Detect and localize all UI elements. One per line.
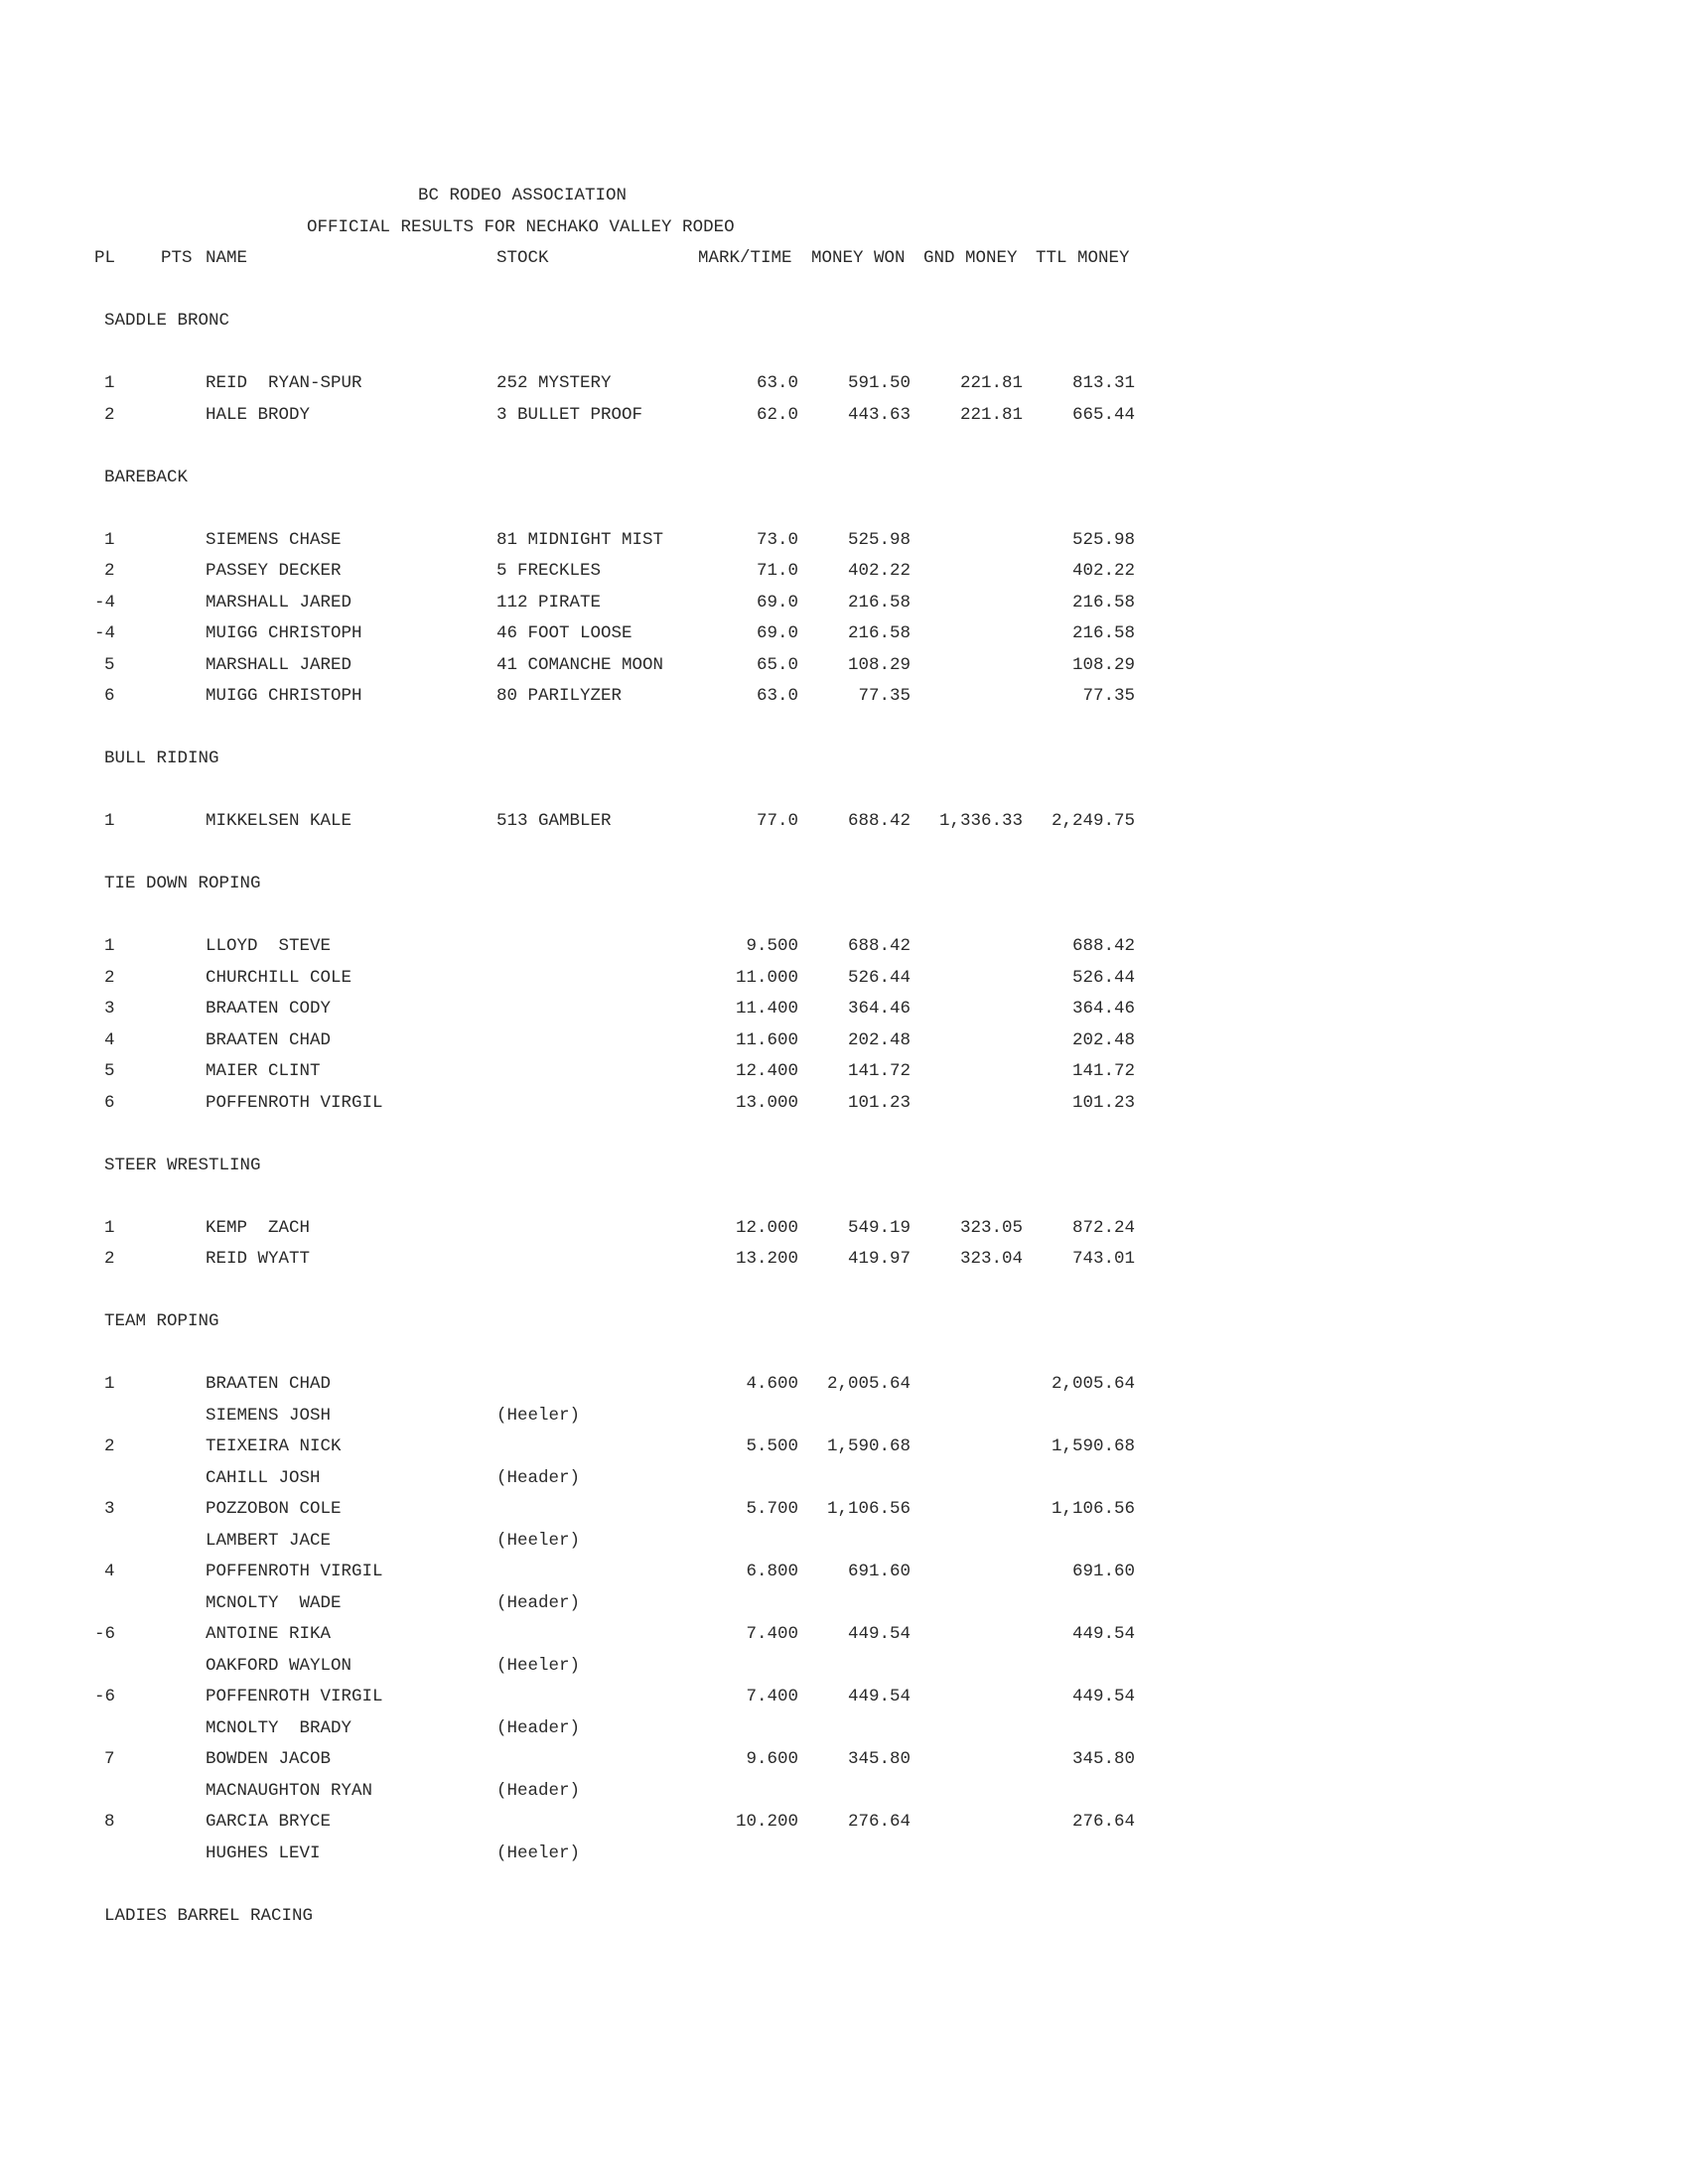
- col-pl-header: PL: [94, 248, 116, 268]
- stock-name: 41 COMANCHE MOON: [496, 654, 664, 675]
- total-money: 688.42: [1071, 936, 1135, 956]
- placing: 1: [104, 1374, 115, 1394]
- total-money: 525.98: [1071, 529, 1135, 550]
- stock-name: (Header): [496, 1717, 581, 1738]
- money-won: 77.35: [858, 686, 911, 706]
- association-title: BC RODEO ASSOCIATION: [418, 186, 628, 205]
- placing: 2: [104, 1249, 115, 1269]
- placing: -6: [94, 1687, 116, 1706]
- money-won: 419.97: [847, 1249, 911, 1269]
- total-money: 141.72: [1071, 1061, 1135, 1081]
- event-title: SADDLE BRONC: [104, 311, 230, 331]
- event-title: STEER WRESTLING: [104, 1155, 261, 1175]
- mark-time: 9.500: [746, 936, 798, 956]
- contestant-name: GARCIA BRYCE: [206, 1812, 332, 1832]
- stock-name: 81 MIDNIGHT MIST: [496, 529, 664, 550]
- total-money: 1,106.56: [1051, 1499, 1135, 1519]
- contestant-name: BOWDEN JACOB: [206, 1749, 332, 1769]
- total-money: 665.44: [1071, 404, 1135, 425]
- total-money: 216.58: [1071, 592, 1135, 613]
- col-ttl-header: TTL MONEY: [1036, 248, 1130, 268]
- stock-name: 112 PIRATE: [496, 592, 602, 613]
- money-won: 525.98: [847, 529, 911, 550]
- contestant-name: MUIGG CHRISTOPH: [206, 623, 362, 643]
- contestant-name: MAIER CLINT: [206, 1061, 321, 1081]
- contestant-name: HUGHES LEVI: [206, 1843, 321, 1863]
- contestant-name: SIEMENS JOSH: [206, 1405, 332, 1426]
- contestant-name: POZZOBON COLE: [206, 1499, 342, 1519]
- placing: 2: [104, 404, 115, 425]
- mark-time: 11.000: [735, 967, 798, 988]
- mark-time: 5.500: [746, 1436, 798, 1456]
- total-money: 2,005.64: [1051, 1374, 1135, 1394]
- stock-name: (Heeler): [496, 1655, 581, 1676]
- contestant-name: MUIGG CHRISTOPH: [206, 686, 362, 706]
- contestant-name: MARSHALL JARED: [206, 654, 352, 675]
- total-money: 449.54: [1071, 1687, 1135, 1706]
- contestant-name: KEMP ZACH: [206, 1217, 311, 1238]
- mark-time: 11.400: [735, 999, 798, 1019]
- event-title: TIE DOWN ROPING: [104, 874, 261, 893]
- mark-time: 10.200: [735, 1812, 798, 1832]
- total-money: 345.80: [1071, 1749, 1135, 1769]
- contestant-name: MCNOLTY WADE: [206, 1592, 342, 1613]
- mark-time: 7.400: [746, 1687, 798, 1706]
- results-subtitle: OFFICIAL RESULTS FOR NECHAKO VALLEY RODEO: [307, 217, 735, 237]
- money-won: 1,590.68: [826, 1436, 911, 1456]
- placing: 5: [104, 1061, 115, 1081]
- money-won: 216.58: [847, 623, 911, 643]
- placing: -6: [94, 1624, 116, 1644]
- placing: 1: [104, 373, 115, 393]
- mark-time: 62.0: [756, 404, 798, 425]
- contestant-name: PASSEY DECKER: [206, 561, 342, 581]
- total-money: 2,249.75: [1051, 811, 1135, 831]
- stock-name: 513 GAMBLER: [496, 811, 612, 831]
- placing: 3: [104, 1499, 115, 1519]
- placing: 2: [104, 1436, 115, 1456]
- stock-name: 252 MYSTERY: [496, 373, 612, 393]
- mark-time: 12.000: [735, 1217, 798, 1238]
- placing: -4: [94, 623, 116, 643]
- money-won: 449.54: [847, 1687, 911, 1706]
- col-mark-header: MARK/TIME: [698, 248, 792, 268]
- col-stock-header: STOCK: [496, 248, 549, 268]
- event-title: BULL RIDING: [104, 749, 219, 768]
- money-won: 108.29: [847, 654, 911, 675]
- placing: 8: [104, 1812, 115, 1832]
- money-won: 1,106.56: [826, 1499, 911, 1519]
- money-won: 216.58: [847, 592, 911, 613]
- mark-time: 63.0: [756, 373, 798, 393]
- money-won: 364.46: [847, 999, 911, 1019]
- mark-time: 11.600: [735, 1029, 798, 1050]
- placing: 4: [104, 1562, 115, 1581]
- total-money: 526.44: [1071, 967, 1135, 988]
- total-money: 216.58: [1071, 623, 1135, 643]
- money-won: 688.42: [847, 936, 911, 956]
- placing: 2: [104, 967, 115, 988]
- money-won: 591.50: [847, 373, 911, 393]
- contestant-name: HALE BRODY: [206, 404, 311, 425]
- contestant-name: POFFENROTH VIRGIL: [206, 1687, 383, 1706]
- total-money: 101.23: [1071, 1092, 1135, 1113]
- mark-time: 7.400: [746, 1624, 798, 1644]
- event-title: LADIES BARREL RACING: [104, 1905, 314, 1926]
- total-money: 108.29: [1071, 654, 1135, 675]
- contestant-name: CAHILL JOSH: [206, 1467, 321, 1488]
- event-title: TEAM ROPING: [104, 1311, 219, 1331]
- ground-money: 221.81: [959, 373, 1023, 393]
- contestant-name: LAMBERT JACE: [206, 1530, 332, 1551]
- mark-time: 65.0: [756, 654, 798, 675]
- money-won: 202.48: [847, 1029, 911, 1050]
- mark-time: 63.0: [756, 686, 798, 706]
- total-money: 691.60: [1071, 1562, 1135, 1581]
- ground-money: 323.05: [959, 1217, 1023, 1238]
- ground-money: 323.04: [959, 1249, 1023, 1269]
- stock-name: (Header): [496, 1467, 581, 1488]
- stock-name: 3 BULLET PROOF: [496, 404, 643, 425]
- contestant-name: LLOYD STEVE: [206, 936, 332, 956]
- total-money: 1,590.68: [1051, 1436, 1135, 1456]
- placing: 1: [104, 529, 115, 550]
- contestant-name: MIKKELSEN KALE: [206, 811, 352, 831]
- mark-time: 12.400: [735, 1061, 798, 1081]
- contestant-name: OAKFORD WAYLON: [206, 1655, 352, 1676]
- money-won: 526.44: [847, 967, 911, 988]
- placing: 6: [104, 686, 115, 706]
- total-money: 276.64: [1071, 1812, 1135, 1832]
- mark-time: 13.200: [735, 1249, 798, 1269]
- money-won: 443.63: [847, 404, 911, 425]
- mark-time: 4.600: [746, 1374, 798, 1394]
- mark-time: 13.000: [735, 1092, 798, 1113]
- mark-time: 69.0: [756, 623, 798, 643]
- stock-name: (Header): [496, 1780, 581, 1801]
- contestant-name: REID RYAN-SPUR: [206, 373, 362, 393]
- money-won: 276.64: [847, 1812, 911, 1832]
- col-gnd-header: GND MONEY: [923, 248, 1018, 268]
- contestant-name: POFFENROTH VIRGIL: [206, 1562, 383, 1581]
- mark-time: 77.0: [756, 811, 798, 831]
- money-won: 691.60: [847, 1562, 911, 1581]
- total-money: 202.48: [1071, 1029, 1135, 1050]
- mark-time: 71.0: [756, 561, 798, 581]
- money-won: 449.54: [847, 1624, 911, 1644]
- contestant-name: ANTOINE RIKA: [206, 1624, 332, 1644]
- total-money: 813.31: [1071, 373, 1135, 393]
- placing: 1: [104, 1217, 115, 1238]
- money-won: 402.22: [847, 561, 911, 581]
- contestant-name: BRAATEN CODY: [206, 999, 332, 1019]
- mark-time: 9.600: [746, 1749, 798, 1769]
- mark-time: 6.800: [746, 1562, 798, 1581]
- stock-name: 5 FRECKLES: [496, 561, 602, 581]
- placing: 5: [104, 654, 115, 675]
- col-money-header: MONEY WON: [811, 248, 906, 268]
- money-won: 549.19: [847, 1217, 911, 1238]
- placing: 3: [104, 999, 115, 1019]
- stock-name: (Heeler): [496, 1843, 581, 1863]
- total-money: 872.24: [1071, 1217, 1135, 1238]
- total-money: 402.22: [1071, 561, 1135, 581]
- contestant-name: MACNAUGHTON RYAN: [206, 1780, 373, 1801]
- contestant-name: REID WYATT: [206, 1249, 311, 1269]
- placing: 1: [104, 811, 115, 831]
- ground-money: 1,336.33: [938, 811, 1023, 831]
- placing: 7: [104, 1749, 115, 1769]
- money-won: 2,005.64: [826, 1374, 911, 1394]
- money-won: 101.23: [847, 1092, 911, 1113]
- total-money: 77.35: [1082, 686, 1135, 706]
- stock-name: (Heeler): [496, 1530, 581, 1551]
- total-money: 449.54: [1071, 1624, 1135, 1644]
- money-won: 141.72: [847, 1061, 911, 1081]
- total-money: 364.46: [1071, 999, 1135, 1019]
- placing: -4: [94, 592, 116, 613]
- money-won: 688.42: [847, 811, 911, 831]
- placing: 6: [104, 1092, 115, 1113]
- money-won: 345.80: [847, 1749, 911, 1769]
- ground-money: 221.81: [959, 404, 1023, 425]
- stock-name: (Header): [496, 1592, 581, 1613]
- contestant-name: SIEMENS CHASE: [206, 529, 342, 550]
- stock-name: (Heeler): [496, 1405, 581, 1426]
- placing: 4: [104, 1029, 115, 1050]
- placing: 1: [104, 936, 115, 956]
- col-pts-header: PTS: [161, 248, 193, 268]
- placing: 2: [104, 561, 115, 581]
- contestant-name: POFFENROTH VIRGIL: [206, 1092, 383, 1113]
- stock-name: 80 PARILYZER: [496, 686, 623, 706]
- mark-time: 5.700: [746, 1499, 798, 1519]
- contestant-name: BRAATEN CHAD: [206, 1374, 332, 1394]
- stock-name: 46 FOOT LOOSE: [496, 623, 633, 643]
- event-title: BAREBACK: [104, 467, 189, 487]
- contestant-name: CHURCHILL COLE: [206, 967, 352, 988]
- mark-time: 73.0: [756, 529, 798, 550]
- contestant-name: TEIXEIRA NICK: [206, 1436, 342, 1456]
- contestant-name: MCNOLTY BRADY: [206, 1717, 352, 1738]
- contestant-name: BRAATEN CHAD: [206, 1029, 332, 1050]
- col-name-header: NAME: [206, 248, 248, 268]
- mark-time: 69.0: [756, 592, 798, 613]
- contestant-name: MARSHALL JARED: [206, 592, 352, 613]
- total-money: 743.01: [1071, 1249, 1135, 1269]
